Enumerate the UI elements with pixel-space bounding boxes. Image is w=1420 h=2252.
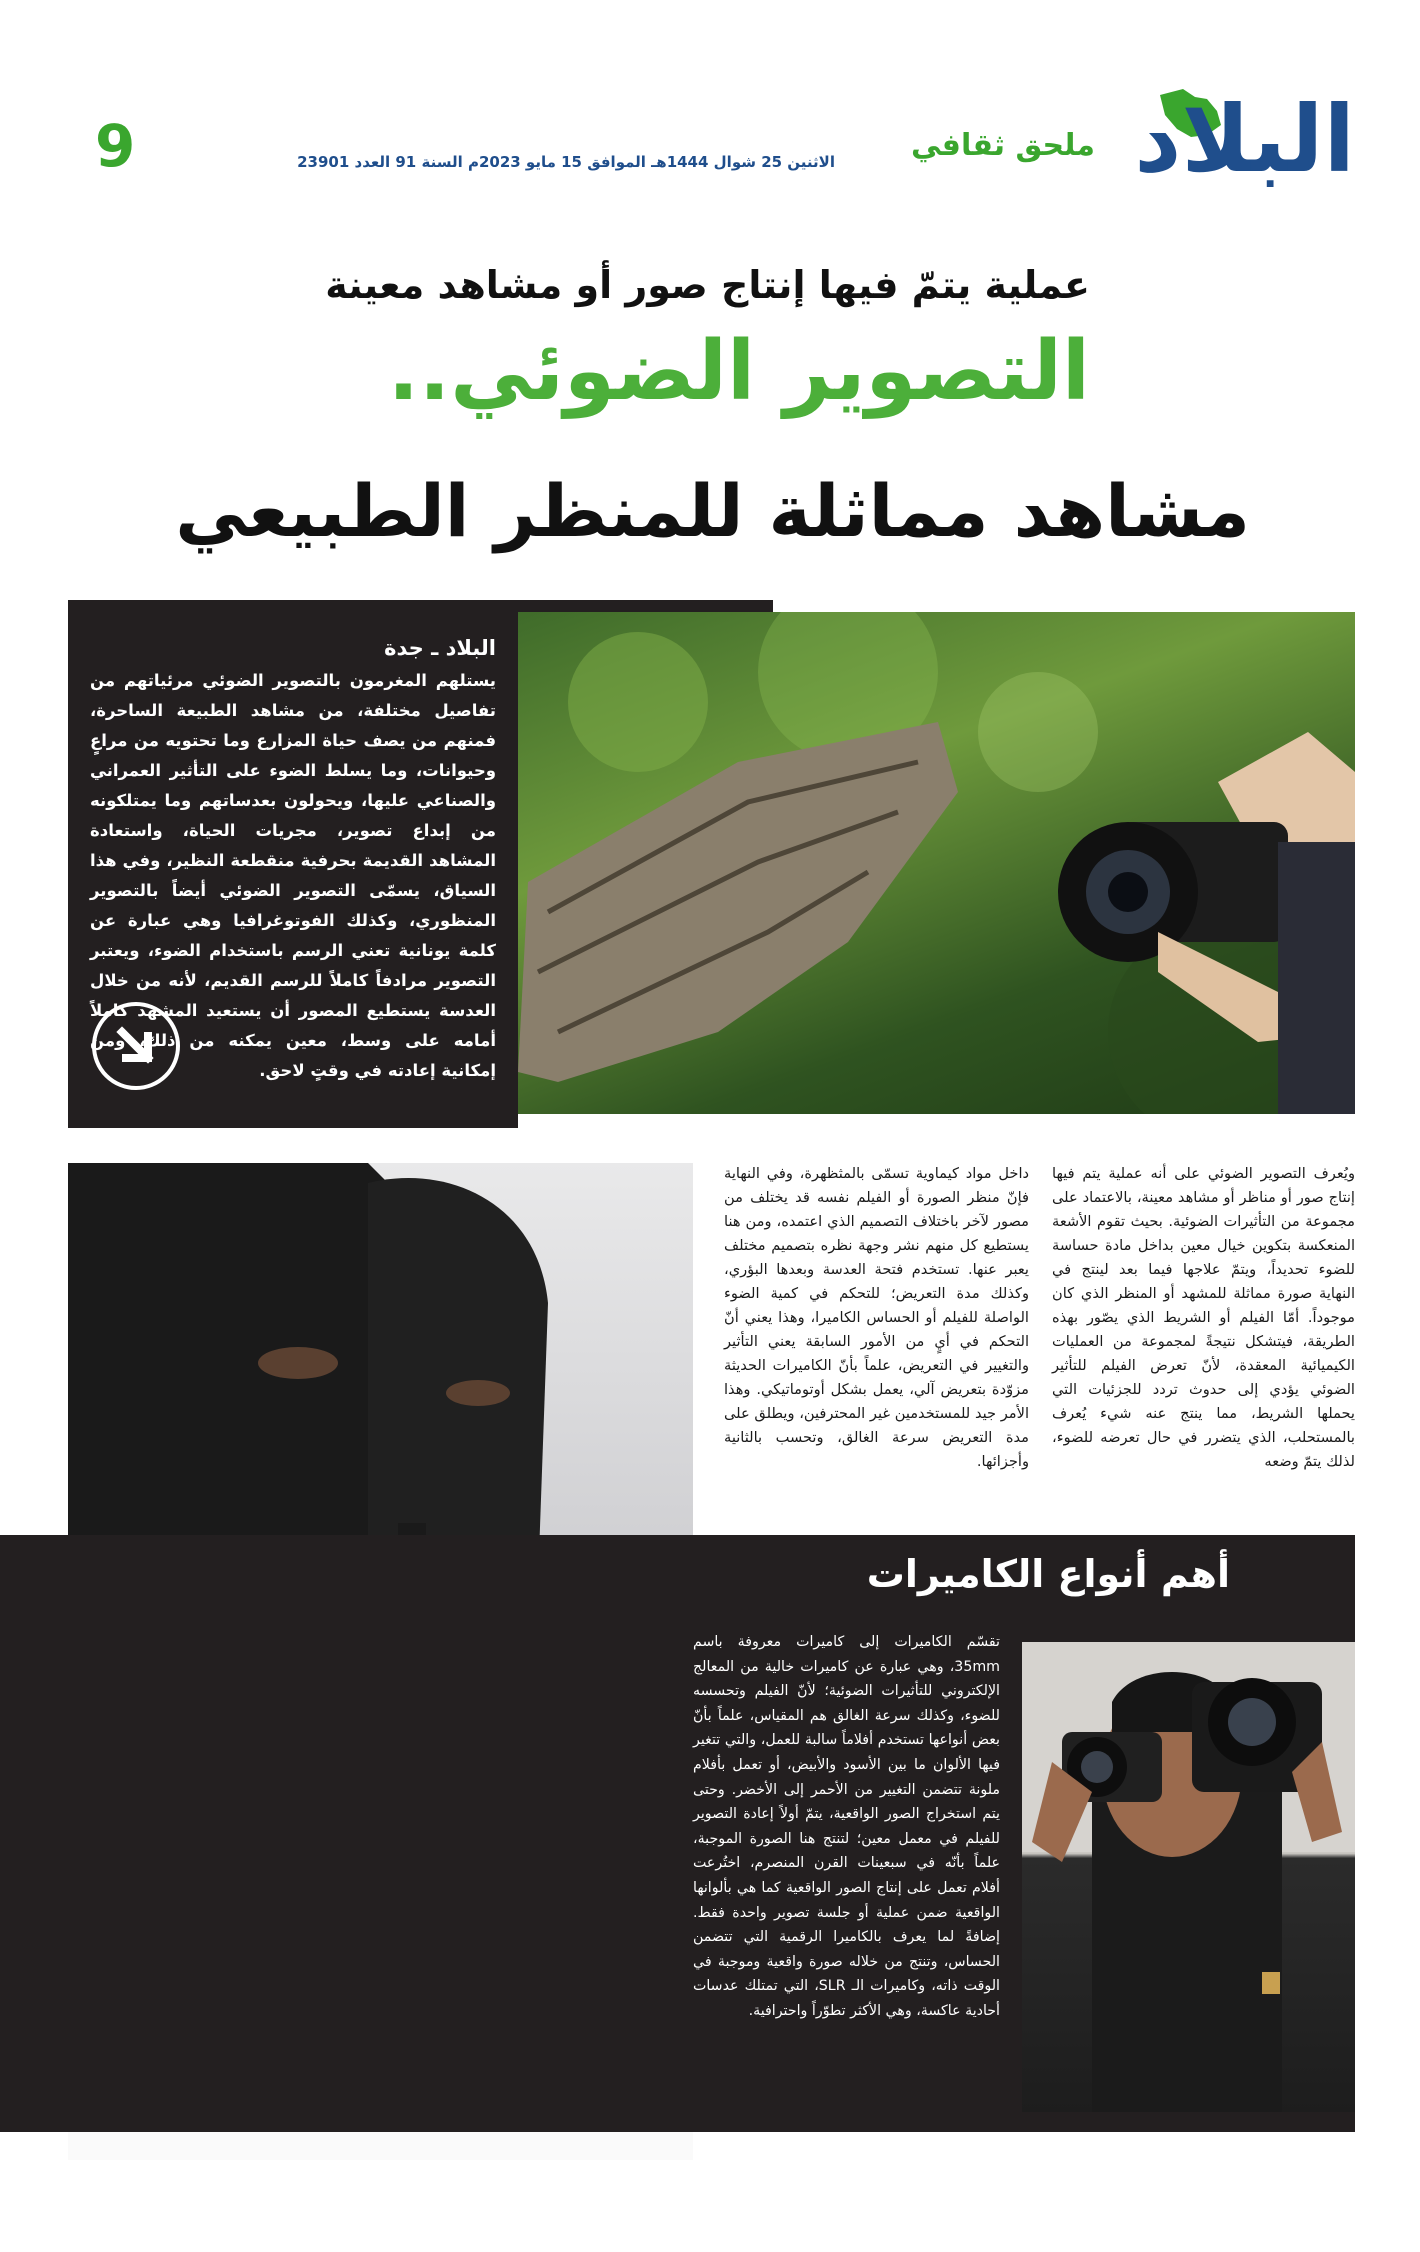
cameras-section-text: تقسّم الكاميرات إلى كاميرات معروفة باسم 35mm، وهي عبارة عن كاميرات خالية من المعالج الإلكتروني للتأثيرات الضوئية؛ لأنّ الفيلم وتحسسه للضوء، وكذلك سرعة الغالق هم المقياس، علماً بأنّ بعض أنواعها تستخدم أفلاماً سالبة للعمل، والتي تتغير فيها الألوان ما بين الأسود والأبيض، أو تعمل بأفلام ملونة تتضمن التغيير من الأحمر إلى الأخضر. وحتى يتم استخراج الصور الواقعية، يتمّ أولاً إعادة التصوير للفيلم في معمل معين؛ لتنتج هنا الصورة الموجبة، علماً بأنّه في سبعينات القرن المنصرم، اختُرعت أفلام تعمل على إنتاج الصور الواقعية كما هي بألوانها الواقعية ضمن عملية أو جلسة تصوير واحدة فقط. إضافةً لما يعرف بالكاميرا الرقمية التي تتضمن الحساس، وتنتج من خلاله صورة واقعية وموجبة في الوقت ذاته، وكاميرات الـ SLR، التي تمتلك عدسات أحادية عاكسة، وهي الأكثر تطوّراً واحترافية.	[693, 1634, 1000, 2019]
article-column-right: ويُعرف التصوير الضوئي على أنه عملية يتم فيها إنتاج صور أو مناظر أو مشاهد معينة، بالاعتماد على مجموعة من التأثيرات الضوئية. بحيث تقوم الأشعة المنعكسة بتكوين خيال معين بداخل مادة حساسة للضوء تحديداً، ويتمّ علاجها فيما بعد لينتج في النهاية صورة مماثلة للمشهد أو المنظر الذي كان موجوداً. أمّا الفيلم أو الشريط الذي يصّور بهذه الطريقة، فيتشكل نتيجةً لمجموعة من العمليات الكيميائية المعقدة، لأنّ تعرض الفيلم للتأثير الضوئي يؤدي إلى حدوث تردد للجزئيات التي يحملها الشريط، مما ينتج عنه شيء يُعرف بالمستحلب، الذي يتضرر في حال تعرضه للضوء، لذلك يتمّ وضعه	[1052, 1165, 1355, 1470]
photo-log-camera	[518, 612, 1355, 1114]
arrow-down-right-icon	[92, 1002, 180, 1090]
headline-primary: التصوير الضوئي..	[387, 324, 1090, 419]
kicker: عملية يتمّ فيها إنتاج صور أو مشاهد معينة	[325, 263, 1090, 307]
logo-text: البلاد	[1134, 86, 1355, 193]
supplement-label: ملحق ثقافي	[910, 128, 1095, 163]
cameras-section-title: أهم أنواع الكاميرات	[866, 1552, 1230, 1596]
intro-text: يستلهم المغرمون بالتصوير الضوئي مرئياتهم من تفاصيل مختلفة، من مشاهد الطبيعة الساحرة، فمنهم من يصف حياة المزارع وما تحتويه من مراعٍ وحيوانات، وما يسلط الضوء على التأثير العمراني والصناعي عليها، ويحولون بعدساتهم وما يمتلكونه من إبداع تصوير، مجريات الحياة، واستعادة المشاهد القديمة بحرفية منقطعة النظير، وفي هذا السياق، يسمّى التصوير الضوئي أيضاً بالتصوير المنظوري، وكذلك الفوتوغرافيا وهي عبارة عن كلمة يونانية تعني الرسم باستخدام الضوء، ويعتبر التصوير مرادفاً كاملاً للرسم القديم، لأنه من خلال العدسة يستطيع المصور أن يستعيد المشهد كاملاً أمامه على وسط، معين يمكنه من ذلك، ومن إمكانية إعادته في وقتٍ لاحق.	[90, 671, 496, 1080]
byline: البلاد ـ جدة	[384, 636, 496, 660]
photo-man-camera	[1022, 1642, 1355, 2112]
article-column-middle: داخل مواد كيماوية تسمّى بالمثظهرة، وفي النهاية فإنّ منظر الصورة أو الفيلم نفسه قد يختلف من مصور لآخر باختلاف التصميم الذي اعتمده، ومن هنا يستطيع كل منهم نشر وجهة نظره بتصميم مختلف يعبر عنها. تستخدم فتحة العدسة وبعدها البؤري، وكذلك مدة التعريض؛ للتحكم في كمية الضوء الواصلة للفيلم أو الحساس الكاميرا، وهذا يعني أنّ التحكم في أيٍ من الأمور السابقة يعني التأثير والتغيير في التعريض، علماً بأنّ الكاميرات الحديثة مزوّدة بتعريض آلي، يعمل بشكل أوتوماتيكي. وهذا الأمر جيد للمستخدمين غير المحترفين، ويطلق على مدة التعريض سرعة الغالق، وتحسب بالثانية وأجزائها.	[724, 1165, 1029, 1470]
newspaper-logo	[1115, 85, 1355, 205]
dateline: الاثنين 25 شوال 1444هـ الموافق 15 مايو 2023م السنة 91 العدد 23901	[297, 153, 835, 171]
headline-secondary: مشاهد مماثلة للمنظر الطبيعي	[175, 469, 1250, 553]
page-number: 9	[95, 112, 136, 180]
